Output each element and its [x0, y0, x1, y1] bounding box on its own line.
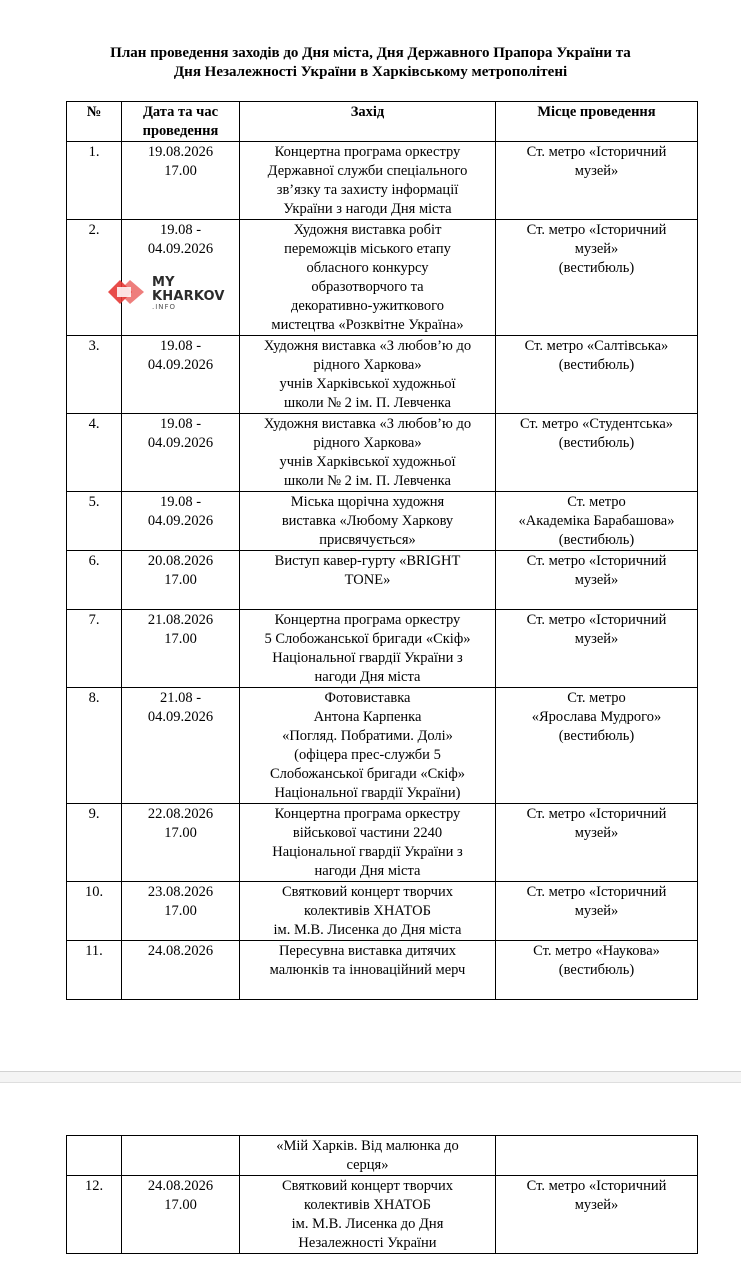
event-line: колективів ХНАТОБ [304, 1197, 431, 1213]
event-line: Національної гвардії України з [272, 844, 463, 860]
date-line: 04.09.2026 [147, 435, 214, 451]
place-line: музей» [574, 903, 619, 919]
event-line: ім. М.В. Лисенка до Дня міста [273, 922, 462, 938]
date-line: 22.08.2026 [147, 806, 214, 822]
cell-event [240, 1136, 496, 1176]
table-row [67, 1136, 698, 1176]
logo-text-line: MY [152, 275, 175, 290]
place-line: музей» [574, 163, 619, 179]
event-line: Художня виставка «З любов’ю до [263, 416, 472, 432]
date-line: 19.08 - [159, 416, 202, 432]
event-line: серця» [346, 1157, 389, 1173]
date-line: 19.08 - [159, 494, 202, 510]
date-line: 17.00 [164, 903, 197, 919]
event-line: Слобожанської бригади «Скіф» [269, 766, 466, 782]
cell-place [496, 688, 698, 804]
event-line: військової частини 2240 [292, 825, 443, 841]
date-line: 21.08 - [159, 690, 202, 706]
cell-date [122, 1136, 240, 1176]
page-break-band [0, 1071, 741, 1083]
place-line: музей» [574, 1197, 619, 1213]
cell-date [122, 610, 240, 688]
place-line: музей» [574, 825, 619, 841]
event-line: образотворчого та [311, 279, 424, 295]
place-line: (вестибюль) [558, 357, 635, 373]
place-line: музей» [574, 241, 619, 257]
event-line: колективів ХНАТОБ [304, 903, 431, 919]
event-line: ім. М.В. Лисенка до Дня [291, 1216, 444, 1232]
place-line: Ст. метро «Історичний [526, 612, 667, 628]
title-line-2: Дня Незалежності України в Харківському метрополітені [173, 64, 568, 80]
cell-date [122, 882, 240, 941]
place-line: Ст. метро «Історичний [526, 144, 667, 160]
place-line: Ст. метро «Історичний [526, 884, 667, 900]
events-table [66, 101, 698, 1000]
place-line: Ст. метро «Студентська» [519, 416, 674, 432]
date-line: 19.08 - [159, 222, 202, 238]
event-line: «Мій Харків. Від малюнка до [276, 1138, 459, 1154]
event-line: Фотовиставка [324, 690, 411, 706]
cell-number: 11. [67, 941, 122, 1000]
place-line: Ст. метро [567, 690, 626, 706]
event-line: Святковий концерт творчих [282, 884, 453, 900]
cell-event [240, 142, 496, 220]
place-line: (вестибюль) [558, 962, 635, 978]
event-line: «Погляд. Побратими. Долі» [282, 728, 453, 744]
date-line: 17.00 [164, 572, 197, 588]
place-line: музей» [574, 631, 619, 647]
date-line: 04.09.2026 [147, 513, 214, 529]
event-line: Художня виставка «З любов’ю до [263, 338, 472, 354]
event-line: Антона Карпенка [313, 709, 422, 725]
table-header-row [67, 102, 698, 142]
document-title [40, 44, 701, 82]
event-line: школи № 2 ім. П. Левченка [284, 473, 451, 489]
date-line: 17.00 [164, 163, 197, 179]
date-line: 24.08.2026 [147, 943, 214, 959]
event-line: присвячується» [319, 532, 416, 548]
event-line: Національної гвардії України з [272, 650, 463, 666]
event-line: TONE» [344, 572, 391, 588]
place-line: Ст. метро «Салтівська» [524, 338, 669, 354]
logo-suffix: .INFO [152, 303, 177, 311]
cell-event [240, 882, 496, 941]
date-line: 23.08.2026 [147, 884, 214, 900]
cell-place [496, 551, 698, 610]
place-line: Ст. метро «Історичний [526, 806, 667, 822]
cell-place [496, 610, 698, 688]
place-line: (вестибюль) [558, 435, 635, 451]
cell-place [496, 414, 698, 492]
cell-number: 2. [67, 220, 122, 336]
header-date [122, 102, 240, 142]
event-line: Святковий концерт творчих [282, 1178, 453, 1194]
event-line: Художня виставка робіт [293, 222, 442, 238]
cell-event [240, 492, 496, 551]
table-row [67, 804, 698, 882]
event-line: виставка «Любому Харкову [281, 513, 454, 529]
cell-number: 12. [67, 1176, 122, 1254]
cell-event [240, 804, 496, 882]
event-line: обласного конкурсу [306, 260, 429, 276]
place-line: Ст. метро «Історичний [526, 222, 667, 238]
date-line: 04.09.2026 [147, 357, 214, 373]
cell-number: 4. [67, 414, 122, 492]
title-line-1: План проведення заходів до Дня міста, Дня Державного Прапора України та [110, 45, 631, 61]
cell-place [496, 941, 698, 1000]
cell-date [122, 941, 240, 1000]
table-row [67, 1176, 698, 1254]
event-line: Виступ кавер-гурту «BRIGHT [274, 553, 461, 569]
cell-date [122, 492, 240, 551]
table-row [67, 551, 698, 610]
cell-place [496, 804, 698, 882]
table-row [67, 610, 698, 688]
event-line: (офіцера прес-служби 5 [294, 747, 441, 763]
header-date-line: проведення [142, 123, 219, 139]
cell-date [122, 1176, 240, 1254]
event-line: нагоди Дня міста [314, 863, 421, 879]
cell-place [496, 336, 698, 414]
place-line: (вестибюль) [558, 728, 635, 744]
event-line: Концертна програма оркестру [274, 612, 461, 628]
events-table-continuation [66, 1135, 698, 1254]
cell-date [122, 414, 240, 492]
cell-event [240, 1176, 496, 1254]
date-line: 20.08.2026 [147, 553, 214, 569]
event-line: нагоди Дня міста [314, 669, 421, 685]
cell-date [122, 142, 240, 220]
date-line: 17.00 [164, 825, 197, 841]
event-line: мистецтва «Розквітне Україна» [271, 317, 464, 333]
cell-number: 3. [67, 336, 122, 414]
logo-mark-icon [104, 276, 148, 308]
cell-date [122, 688, 240, 804]
page-break [0, 1055, 741, 1107]
header-event: Захід [240, 102, 496, 142]
cell-date [122, 336, 240, 414]
date-line: 17.00 [164, 631, 197, 647]
watermark-logo [102, 270, 225, 314]
event-line: малюнків та інноваційний мерч [269, 962, 466, 978]
cell-event [240, 551, 496, 610]
place-line: «Академіка Барабашова» [518, 513, 675, 529]
event-line: декоративно-ужиткового [290, 298, 445, 314]
table-row [67, 414, 698, 492]
cell-place [496, 142, 698, 220]
event-line: 5 Слобожанської бригади «Скіф» [264, 631, 471, 647]
place-line: Ст. метро «Історичний [526, 1178, 667, 1194]
cell-number [67, 1136, 122, 1176]
event-line: зв’язку та захисту інформації [276, 182, 459, 198]
header-date-line: Дата та час [142, 104, 219, 120]
cell-number: 1. [67, 142, 122, 220]
event-line: учнів Харківської художньої [279, 454, 456, 470]
event-line: рідного Харкова» [313, 435, 422, 451]
cell-event [240, 336, 496, 414]
header-place: Місце проведення [496, 102, 698, 142]
table-row [67, 142, 698, 220]
date-line: 04.09.2026 [147, 709, 214, 725]
cell-event [240, 610, 496, 688]
event-line: рідного Харкова» [313, 357, 422, 373]
logo-word [152, 276, 225, 304]
place-line: Ст. метро [567, 494, 626, 510]
place-line: (вестибюль) [558, 260, 635, 276]
event-line: Міська щорічна художня [290, 494, 445, 510]
cell-event [240, 220, 496, 336]
table-row [67, 688, 698, 804]
cell-place [496, 882, 698, 941]
event-line: Пересувна виставка дитячих [278, 943, 457, 959]
cell-place [496, 1176, 698, 1254]
event-line: Концертна програма оркестру [274, 144, 461, 160]
event-line: школи № 2 ім. П. Левченка [284, 395, 451, 411]
cell-number: 10. [67, 882, 122, 941]
cell-date [122, 551, 240, 610]
cell-place [496, 220, 698, 336]
table-row [67, 941, 698, 1000]
cell-place [496, 1136, 698, 1176]
date-line: 24.08.2026 [147, 1178, 214, 1194]
place-line: (вестибюль) [558, 532, 635, 548]
cell-number: 5. [67, 492, 122, 551]
table-row [67, 492, 698, 551]
place-line: Ст. метро «Наукова» [533, 943, 660, 959]
event-line: Незалежності України [298, 1235, 437, 1251]
event-line: Концертна програма оркестру [274, 806, 461, 822]
table-row [67, 882, 698, 941]
cell-place [496, 492, 698, 551]
date-line: 21.08.2026 [147, 612, 214, 628]
cell-event [240, 414, 496, 492]
header-number: № [67, 102, 122, 142]
date-line: 19.08.2026 [147, 144, 214, 160]
table-row [67, 336, 698, 414]
event-line: України з нагоди Дня міста [283, 201, 452, 217]
cell-event [240, 941, 496, 1000]
event-line: Національної гвардії України) [274, 785, 461, 801]
cell-date [122, 804, 240, 882]
date-line: 17.00 [164, 1197, 197, 1213]
cell-number: 6. [67, 551, 122, 610]
logo-text-line: KHARKOV [152, 289, 225, 304]
event-line: переможців міського етапу [284, 241, 451, 257]
date-line: 19.08 - [159, 338, 202, 354]
cell-event [240, 688, 496, 804]
event-line: учнів Харківської художньої [279, 376, 456, 392]
date-line: 04.09.2026 [147, 241, 214, 257]
place-line: Ст. метро «Історичний [526, 553, 667, 569]
place-line: «Ярослава Мудрого» [531, 709, 662, 725]
cell-number: 8. [67, 688, 122, 804]
cell-number: 7. [67, 610, 122, 688]
event-line: Державної служби спеціального [267, 163, 468, 179]
cell-number: 9. [67, 804, 122, 882]
place-line: музей» [574, 572, 619, 588]
